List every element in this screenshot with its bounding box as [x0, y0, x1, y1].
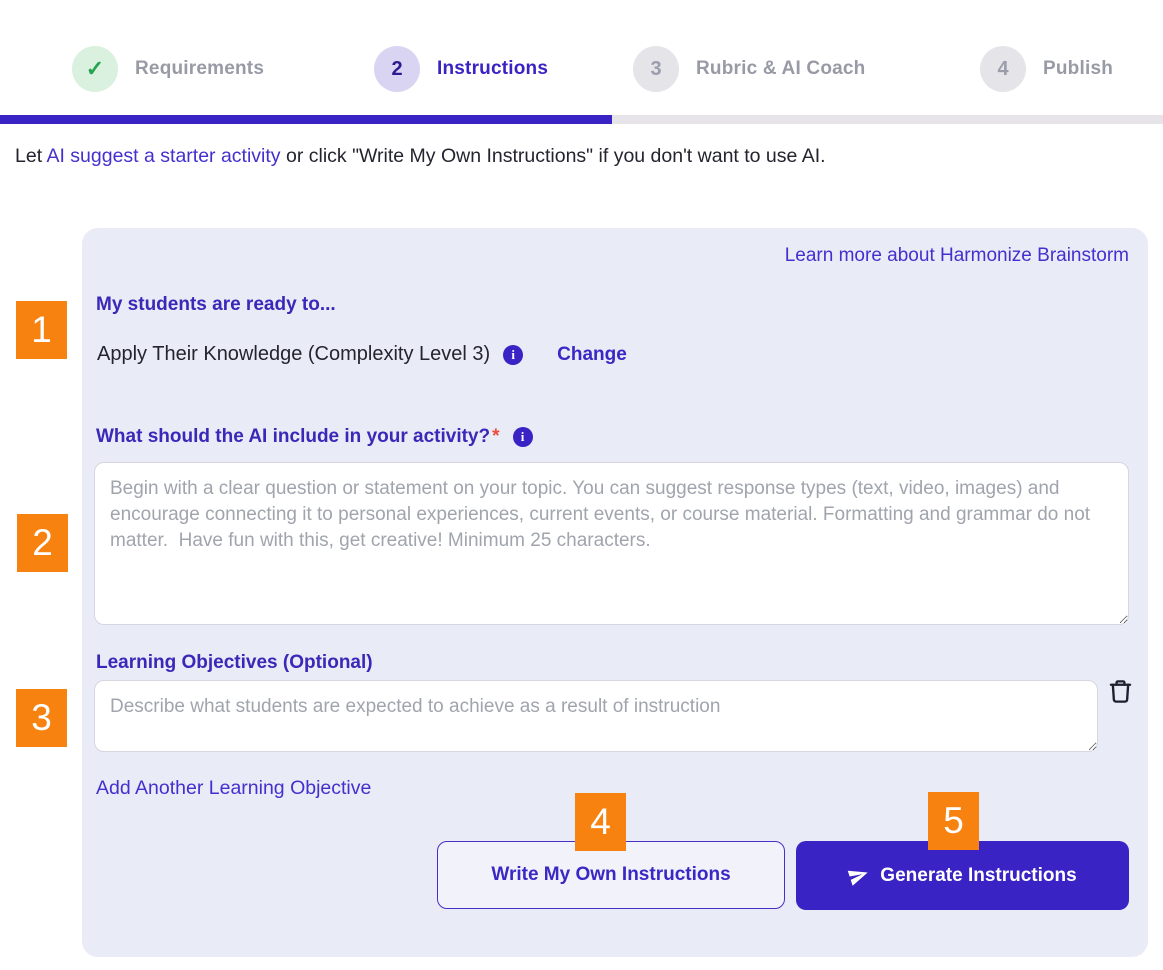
wizard-stepper — [0, 0, 1163, 115]
annotation-badge-1: 1 — [16, 301, 67, 359]
step-rubric-ai-coach[interactable] — [633, 46, 866, 92]
generate-instructions-label: Generate Instructions — [880, 864, 1077, 886]
ai-include-textarea[interactable] — [94, 462, 1129, 625]
trash-icon — [1107, 694, 1134, 709]
info-icon[interactable]: i — [503, 345, 523, 365]
learn-more-link[interactable]: Learn more about Harmonize Brainstorm — [784, 245, 1129, 266]
complexity-row — [97, 343, 1129, 366]
step-rubric-label: Rubric & AI Coach — [696, 58, 866, 79]
step-publish-label: Publish — [1043, 58, 1114, 79]
annotation-badge-4: 4 — [575, 793, 626, 851]
learn-more-row — [94, 245, 1129, 267]
intro-prefix: Let — [15, 145, 47, 167]
learning-objective-textarea[interactable] — [94, 680, 1098, 752]
step-number-2: 2 — [374, 46, 420, 92]
students-ready-heading: My students are ready to... — [96, 294, 336, 315]
progress-bar-fill — [0, 115, 612, 124]
annotation-badge-2: 2 — [17, 514, 68, 572]
actions-row — [94, 841, 1129, 910]
generate-instructions-button[interactable] — [796, 841, 1129, 910]
learning-objectives-label: Learning Objectives (Optional) — [96, 652, 373, 673]
step-requirements-label: Requirements — [135, 58, 265, 79]
learning-objective-row — [94, 680, 1129, 752]
progress-bar-track — [0, 115, 1163, 124]
annotation-badge-3: 3 — [16, 689, 67, 747]
info-icon[interactable]: i — [513, 427, 533, 447]
check-icon: ✓ — [72, 46, 118, 92]
send-icon — [846, 862, 872, 888]
step-instructions-label: Instructions — [437, 58, 549, 79]
annotation-badge-5: 5 — [928, 792, 979, 850]
complexity-value: Apply Their Knowledge (Complexity Level 3) — [97, 343, 491, 365]
step-requirements[interactable] — [72, 46, 264, 92]
intro-suffix: or click "Write My Own Instructions" if you don't want to use AI. — [280, 145, 826, 167]
intro-text — [15, 145, 1163, 168]
required-asterisk: * — [492, 426, 500, 447]
step-number-3: 3 — [633, 46, 679, 92]
step-number-4: 4 — [980, 46, 1026, 92]
ai-suggest-link[interactable]: AI suggest a starter activity — [46, 145, 281, 167]
ai-include-label: What should the AI include in your activity? — [96, 426, 491, 447]
step-publish[interactable] — [980, 46, 1113, 92]
add-objective-link[interactable]: Add Another Learning Objective — [96, 777, 372, 799]
delete-objective-button[interactable] — [1107, 677, 1134, 707]
step-instructions[interactable] — [374, 46, 548, 92]
change-link[interactable]: Change — [557, 343, 627, 365]
ai-include-heading-row — [96, 426, 1129, 448]
write-my-own-instructions-button[interactable]: Write My Own Instructions — [437, 841, 785, 909]
